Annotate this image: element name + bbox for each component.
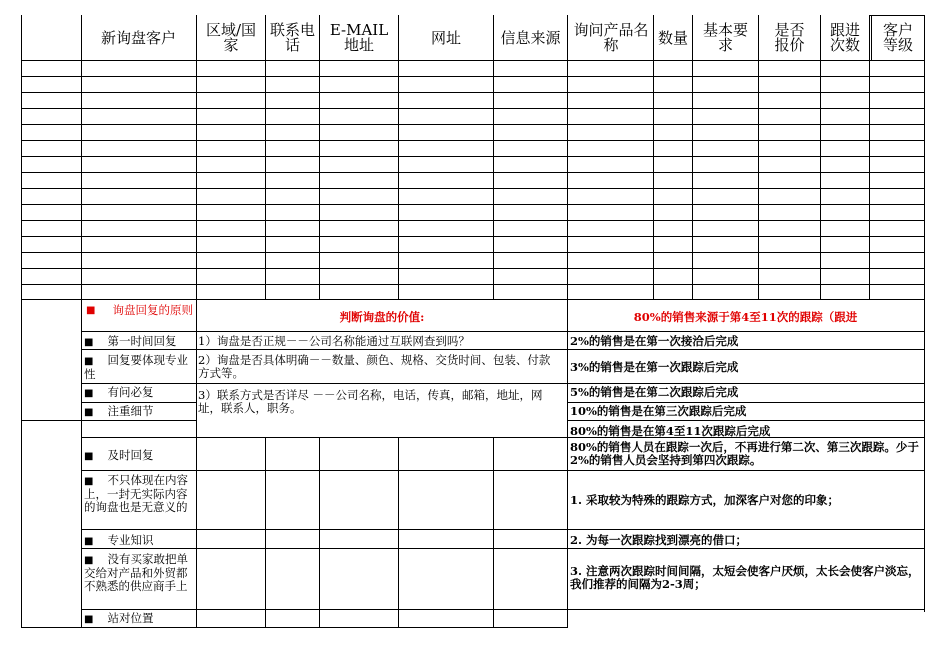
followup-item: 80%的销售人员在跟踪一次后，不再进行第二次、第三次跟踪。少于2%的销售人员会坚持到第四次跟踪。 — [570, 440, 919, 467]
grid-hline — [81, 402, 196, 403]
principle-item: ■ 不只体现在内容上，一封无实际内容的询盘也是无意义的 — [84, 473, 188, 514]
grid-hline — [21, 252, 924, 253]
grid-hline — [567, 420, 924, 421]
bullet-icon: ■ — [84, 407, 94, 418]
grid-hline — [21, 172, 924, 173]
header-new-customer: 新询盘客户 — [100, 28, 176, 47]
followup-item: 3. 注意两次跟踪时间间隔，太短会使客户厌烦，太长会使客户淡忘，我们推荐的间隔为2-3周； — [570, 564, 920, 591]
grid-hline — [21, 124, 924, 125]
grid-hline — [21, 268, 924, 269]
judge-item: 3）联系方式是否详尽 －－公司名称，电话，传真，邮箱，地址，网址，联系人，职务。 — [198, 388, 543, 415]
principle-item: ■ 及时回复 — [84, 448, 154, 462]
bullet-icon: ■ — [84, 555, 94, 566]
followup-item: 1. 采取较为特殊的跟踪方式，加深客户对您的印象； — [570, 493, 840, 507]
grid-hline — [21, 420, 196, 421]
header-followups: 跟进次数 — [829, 21, 860, 54]
grid-hline — [81, 383, 567, 384]
grid-hline — [81, 331, 924, 332]
judge-title: 判断询盘的价值: — [339, 310, 425, 324]
principle-item: ■ 注重细节 — [84, 404, 154, 418]
followup-item: 2. 为每一次跟踪找到漂亮的借口； — [570, 533, 748, 547]
principle-item: ■ 站对位置 — [84, 611, 154, 625]
grid-hline — [81, 349, 924, 350]
grid-vline — [265, 437, 266, 628]
grid-vline — [924, 300, 925, 612]
grid-vline — [869, 15, 870, 300]
grid-vline — [493, 437, 494, 628]
grid-hline — [21, 236, 924, 237]
grid-hline — [21, 92, 924, 93]
grid-hline — [21, 299, 924, 300]
followup-item: 10%的销售是在第三次跟踪后完成 — [570, 404, 747, 418]
principles-title: 询盘回复的原则 — [112, 303, 193, 317]
grid-hline — [21, 108, 924, 109]
grid-hline — [21, 140, 924, 141]
grid-hline — [21, 220, 924, 221]
judge-item: 2）询盘是否具体明确－－数量、颜色、规格、交货时间、包装、付款方式等。 — [198, 353, 551, 380]
bullet-icon: ■ — [84, 476, 94, 487]
bullet-icon: ■ — [84, 356, 94, 367]
principle-item: ■ 回复要体现专业性 — [84, 353, 188, 381]
judge-item: 1）询盘是否正规－－公司名称能通过互联网查到吗？ — [198, 334, 470, 348]
grid-hline — [81, 609, 924, 610]
principle-item: ■ 专业知识 — [84, 533, 154, 547]
grid-hline — [21, 284, 924, 285]
bullet-icon: ■ — [84, 388, 94, 399]
grid-hline — [567, 383, 924, 384]
principle-item: ■ 没有买家敢把单交给对产品和外贸都不熟悉的供应商手上 — [84, 552, 188, 593]
principle-item: ■ 第一时间回复 — [84, 334, 177, 348]
grid-vline — [21, 300, 22, 628]
grid-hline — [81, 437, 924, 438]
principles-title-row — [84, 304, 196, 317]
header-quoted: 是否报价 — [774, 21, 805, 54]
bullet-icon: ■ — [86, 305, 96, 316]
grid-hline — [81, 548, 924, 549]
header-product: 询问产品名称 — [573, 21, 649, 54]
grid-hline — [21, 204, 924, 205]
grid-hline — [567, 402, 924, 403]
header-email: E-MAIL地址 — [329, 21, 389, 54]
grid-vline — [319, 437, 320, 628]
grid-hline — [21, 188, 924, 189]
followup-item: 80%的销售是在第4至11次跟踪后完成 — [570, 424, 771, 438]
header-phone: 联系电话 — [269, 21, 315, 54]
grid-hline — [21, 60, 924, 61]
grid-hline — [81, 529, 924, 530]
followup-item: 3%的销售是在第一次跟踪后完成 — [570, 360, 739, 374]
header-requirements: 基本要求 — [703, 21, 749, 54]
grid-hline — [81, 470, 924, 471]
principle-item: ■ 有问必复 — [84, 385, 154, 399]
bullet-icon: ■ — [84, 451, 94, 462]
followup-item: 5%的销售是在第二次跟踪后完成 — [570, 385, 739, 399]
grid-vline — [398, 437, 399, 628]
grid-hline — [21, 627, 567, 628]
header-quantity: 数量 — [657, 28, 688, 47]
grid-hline — [21, 156, 924, 157]
followup-title: 80%的销售来源于第4至11次的跟踪（跟进 — [633, 310, 858, 324]
header-region: 区域/国家 — [205, 21, 257, 54]
header-website: 网址 — [430, 28, 461, 47]
header-customer-level: 客户等级 — [882, 21, 913, 54]
bullet-icon: ■ — [84, 536, 94, 547]
header-source: 信息来源 — [500, 28, 561, 47]
bullet-icon: ■ — [84, 337, 94, 348]
bullet-icon: ■ — [84, 614, 94, 625]
grid-vline — [21, 15, 22, 300]
followup-item: 2%的销售是在第一次接洽后完成 — [570, 334, 739, 348]
grid-hline — [21, 76, 924, 77]
grid-vline — [924, 15, 925, 300]
